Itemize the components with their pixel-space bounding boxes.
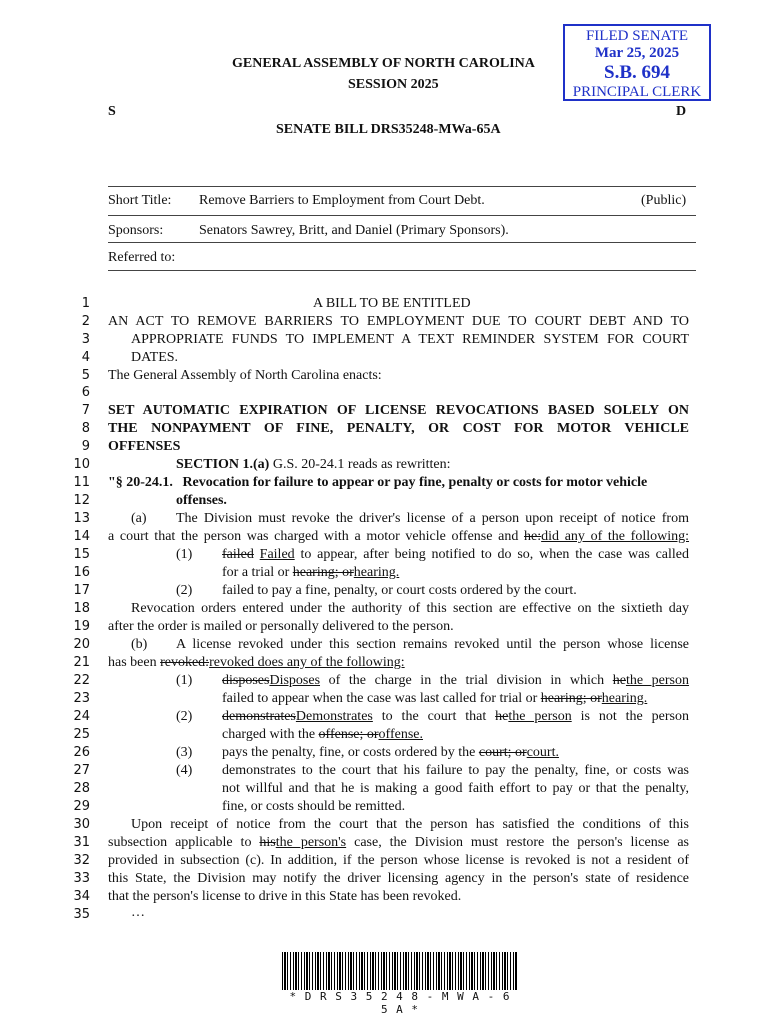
meta-bottom-rule xyxy=(108,270,696,271)
item-number: (1) xyxy=(176,547,193,562)
line-number: 3 xyxy=(81,332,90,347)
deleted-text: disposes xyxy=(222,673,270,688)
ellipsis: … xyxy=(131,905,145,920)
inserted-text: hearing. xyxy=(601,691,648,706)
inserted-text: Demonstrates xyxy=(295,709,373,724)
statute-title-cont: offenses. xyxy=(176,493,227,508)
text-span: case, the Division must restore the person's license as xyxy=(354,835,689,850)
bill-id-heading: SENATE BILL DRS35248-MWa-65A xyxy=(276,122,501,137)
b-item-4-line-3: fine, or costs should be remitted. xyxy=(222,799,406,814)
line-number: 2 xyxy=(81,314,90,329)
line-number: 8 xyxy=(81,421,90,436)
line-number: 4 xyxy=(81,350,90,365)
line-number: 1 xyxy=(81,296,90,311)
text-span: charged with the xyxy=(222,727,316,742)
act-title-line-2: APPROPRIATE FUNDS TO IMPLEMENT A TEXT REMINDER SYSTEM FOR COURT xyxy=(131,332,689,347)
deleted-text: failed xyxy=(222,547,254,562)
restore-paragraph-line-4: this State, the Division may notify the driver licensing agency in the person's state of residence xyxy=(108,871,689,886)
line-number: 16 xyxy=(73,565,90,580)
enacting-clause: The General Assembly of North Carolina enacts: xyxy=(108,368,382,383)
short-title-label: Short Title: xyxy=(108,193,172,208)
inserted-text: the person xyxy=(508,709,572,724)
assembly-heading: GENERAL ASSEMBLY OF NORTH CAROLINA xyxy=(232,56,535,71)
meta-top-rule xyxy=(108,186,696,187)
item-number: (3) xyxy=(176,745,193,760)
subsection-b-label: (b) xyxy=(131,637,148,652)
inserted-text: revoked does any of the following: xyxy=(209,655,405,670)
meta-rule-1 xyxy=(108,215,696,216)
b-item-1-line-1 xyxy=(222,673,689,689)
act-title-line-3: DATES. xyxy=(131,350,179,365)
line-number: 26 xyxy=(73,745,90,760)
inserted-text: the person xyxy=(625,673,690,688)
sponsors-label: Sponsors: xyxy=(108,223,164,238)
line-number: 10 xyxy=(73,457,90,472)
statute-title: Revocation for failure to appear or pay fine, penalty or costs for motor vehicle xyxy=(182,475,648,490)
subsection-a-label: (a) xyxy=(131,511,147,526)
text-span: has been xyxy=(108,655,157,670)
barcode-text: * D R S 3 5 2 4 8 - M W A - 6 5 A * xyxy=(289,990,511,1016)
subsection-a-line-1: The Division must revoke the driver's license of a person upon receipt of notice from xyxy=(176,511,689,526)
b-item-4-line-1: demonstrates to the court that his failure to pay the penalty, fine, or costs was xyxy=(222,763,689,778)
text-span: pays the penalty, fine, or costs ordered by the xyxy=(222,745,476,760)
line-number: 33 xyxy=(73,871,90,886)
inserted-text: court. xyxy=(526,745,559,760)
line-number: 32 xyxy=(73,853,90,868)
inserted-text: the person's xyxy=(275,835,347,850)
line-number: 34 xyxy=(73,889,90,904)
line-number: 25 xyxy=(73,727,90,742)
deleted-text: his xyxy=(259,835,276,850)
b-item-2-line-1 xyxy=(222,709,689,725)
line-number: 17 xyxy=(73,583,90,598)
statute-number: "§ 20-24.1. xyxy=(108,475,173,490)
statute-heading xyxy=(108,475,647,491)
restore-paragraph-line-1: Upon receipt of notice from the court that the person has satisfied the conditions of this xyxy=(131,817,689,832)
revocation-paragraph-line-1: Revocation orders entered under the authority of this section are effective on the sixtieth day xyxy=(131,601,689,616)
section-number: SECTION 1.(a) xyxy=(176,457,270,472)
draft-code: D xyxy=(676,104,687,119)
filed-stamp-title: FILED SENATE xyxy=(585,28,689,44)
deleted-text: he: xyxy=(524,529,542,544)
line-number: 22 xyxy=(73,673,90,688)
short-title-value: Remove Barriers to Employment from Court Debt. xyxy=(199,193,485,208)
act-title-line-1: AN ACT TO REMOVE BARRIERS TO EMPLOYMENT DUE TO COURT DEBT AND TO xyxy=(108,314,689,329)
session-heading: SESSION 2025 xyxy=(348,77,439,92)
subsection-b-line-1: A license revoked under this section remains revoked until the person whose license xyxy=(176,637,689,652)
part-heading-line-1: SET AUTOMATIC EXPIRATION OF LICENSE REVOCATIONS BASED SOLELY ON xyxy=(108,403,689,418)
item-number: (2) xyxy=(176,583,193,598)
inserted-text: did any of the following: xyxy=(541,529,690,544)
line-number: 18 xyxy=(73,601,90,616)
line-number: 29 xyxy=(73,799,90,814)
line-number: 21 xyxy=(73,655,90,670)
item-number: (2) xyxy=(176,709,193,724)
public-label: (Public) xyxy=(641,193,687,208)
b-item-3-line-1 xyxy=(222,745,559,761)
deleted-text: he xyxy=(612,673,626,688)
line-number: 13 xyxy=(73,511,90,526)
deleted-text: revoked: xyxy=(160,655,210,670)
sponsors-value: Senators Sawrey, Britt, and Daniel (Primary Sponsors). xyxy=(199,223,509,238)
item-1-line-1 xyxy=(222,547,689,563)
line-number: 5 xyxy=(81,368,90,383)
restore-paragraph-line-5: that the person's license to drive in this State has been revoked. xyxy=(108,889,462,904)
line-number: 11 xyxy=(73,475,90,490)
part-heading-line-3: OFFENSES xyxy=(108,439,181,454)
inserted-text: Failed xyxy=(259,547,295,562)
restore-paragraph-line-3: provided in subsection (c). In addition, if the person whose license is revoked is not a resident of xyxy=(108,853,689,868)
meta-rule-2 xyxy=(108,242,696,243)
deleted-text: offense; or xyxy=(318,727,379,742)
filed-stamp xyxy=(563,24,711,101)
subsection-a-line-2 xyxy=(108,529,689,545)
inserted-text: hearing. xyxy=(353,565,400,580)
deleted-text: demonstrates xyxy=(222,709,296,724)
section-intro-text: G.S. 20-24.1 reads as rewritten: xyxy=(272,457,451,472)
line-number: 23 xyxy=(73,691,90,706)
text-span: subsection applicable to xyxy=(108,835,252,850)
text-span: of the charge in the trial division in which xyxy=(328,673,605,688)
text-span: is not the person xyxy=(580,709,689,724)
text-span: failed to appear when the case was last called for trial or xyxy=(222,691,538,706)
deleted-text: court; or xyxy=(478,745,527,760)
deleted-text: he xyxy=(495,709,509,724)
line-number: 9 xyxy=(81,439,90,454)
text-span: to the court that xyxy=(381,709,487,724)
filed-stamp-date: Mar 25, 2025 xyxy=(594,45,680,61)
filed-stamp-bill-number: S.B. 694 xyxy=(604,62,670,83)
b-item-2-line-2 xyxy=(222,727,423,743)
referred-label: Referred to: xyxy=(108,250,176,265)
revocation-paragraph-line-2: after the order is mailed or personally delivered to the person. xyxy=(108,619,454,634)
line-number: 15 xyxy=(73,547,90,562)
line-number: 27 xyxy=(73,763,90,778)
section-intro xyxy=(176,457,451,473)
restore-paragraph-line-2 xyxy=(108,835,689,851)
text-span: to appear, after being notified to do so, when the case was called xyxy=(300,547,689,562)
line-number: 19 xyxy=(73,619,90,634)
subsection-b-line-2 xyxy=(108,655,405,671)
deleted-text: hearing; or xyxy=(540,691,602,706)
item-2-line-1: failed to pay a fine, penalty, or court costs ordered by the court. xyxy=(222,583,577,598)
b-item-4-line-2: not willful and that he is making a good faith effort to pay or that the penalty, xyxy=(222,781,689,796)
line-number: 31 xyxy=(73,835,90,850)
inserted-text: offense. xyxy=(378,727,423,742)
line-number: 30 xyxy=(73,817,90,832)
chamber-code: S xyxy=(108,104,116,119)
inserted-text: Disposes xyxy=(269,673,321,688)
b-item-1-line-2 xyxy=(222,691,647,707)
line-number: 20 xyxy=(73,637,90,652)
filed-stamp-clerk: PRINCIPAL CLERK xyxy=(572,84,702,100)
item-number: (1) xyxy=(176,673,193,688)
text-span: a court that the person was charged with a motor vehicle offense and xyxy=(108,529,519,544)
line-number: 28 xyxy=(73,781,90,796)
barcode-image xyxy=(282,952,518,990)
bill-entitled-heading: A BILL TO BE ENTITLED xyxy=(313,296,471,311)
line-number: 7 xyxy=(81,403,90,418)
text-span: for a trial or xyxy=(222,565,290,580)
line-number: 14 xyxy=(73,529,90,544)
line-number: 6 xyxy=(81,385,90,400)
item-1-line-2 xyxy=(222,565,399,581)
item-number: (4) xyxy=(176,763,193,778)
part-heading-line-2: THE NONPAYMENT OF FINE, PENALTY, OR COST FOR MOTOR VEHICLE xyxy=(108,421,689,436)
line-number: 35 xyxy=(73,907,90,922)
deleted-text: hearing; or xyxy=(292,565,354,580)
line-number: 24 xyxy=(73,709,90,724)
line-number: 12 xyxy=(73,493,90,508)
